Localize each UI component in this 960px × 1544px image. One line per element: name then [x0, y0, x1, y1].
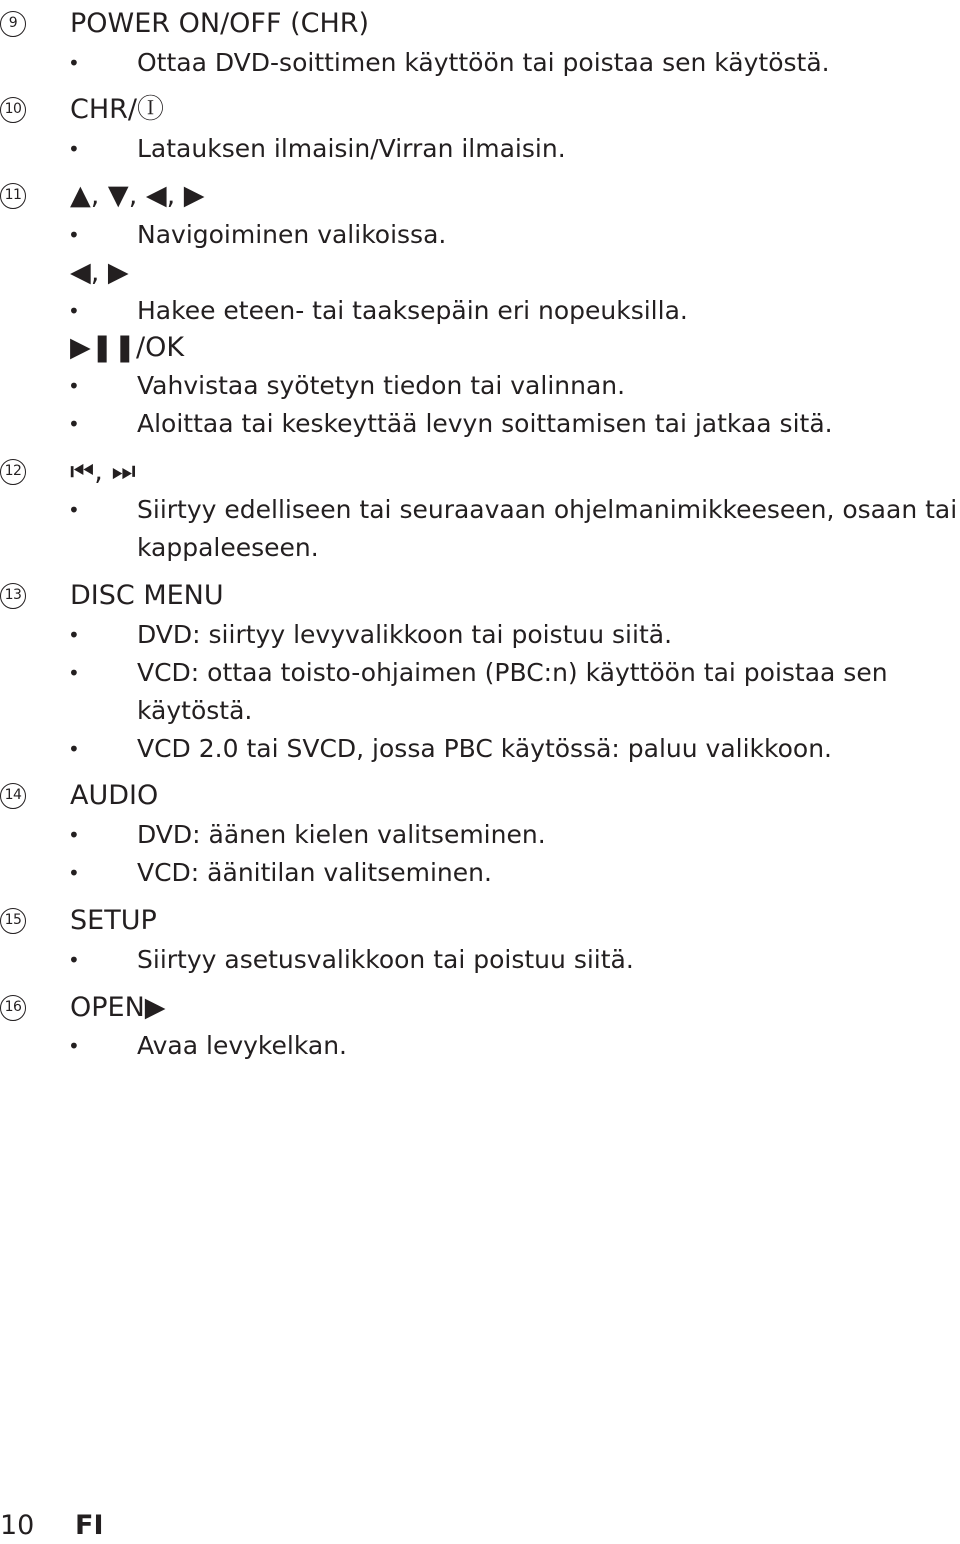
bullet: • [68, 223, 80, 247]
item-number: 14 [0, 783, 26, 809]
bullet-text: VCD: äänitilan valitseminen. [137, 858, 492, 887]
bullet: • [68, 51, 80, 75]
bullet-text: käytöstä. [137, 696, 253, 725]
bullet: • [68, 737, 80, 761]
item-number: 11 [0, 183, 26, 209]
bullet: • [68, 137, 80, 161]
item-number: 12 [0, 459, 26, 485]
bullet-text: Ottaa DVD-soittimen käyttöön tai poistaa sen käytöstä. [137, 48, 830, 77]
bullet-text: Siirtyy edelliseen tai seuraavaan ohjelmanimikkeeseen, osaan tai [137, 495, 958, 524]
bullet-text: VCD: ottaa toisto-ohjaimen (PBC:n) käyttöön tai poistaa sen [137, 658, 888, 687]
bullet: • [68, 1034, 80, 1058]
item-number: 10 [0, 97, 26, 123]
bullet-text: DVD: siirtyy levyvalikkoon tai poistuu siitä. [137, 620, 673, 649]
item-number: 9 [0, 11, 26, 37]
section-title: DISC MENU [70, 580, 224, 611]
bullet: • [68, 823, 80, 847]
bullet: • [68, 661, 80, 685]
bullet: • [68, 861, 80, 885]
bullet: • [68, 374, 80, 398]
language-code: FI [75, 1510, 104, 1541]
bullet-text: Aloittaa tai keskeyttää levyn soittamisen tai jatkaa sitä. [137, 409, 833, 438]
bullet: • [68, 299, 80, 323]
bullet-text: Hakee eteen- tai taaksepäin eri nopeuksilla. [137, 296, 688, 325]
section-title: ▲, ▼, ◀, ▶ [70, 180, 205, 211]
bullet-text: Siirtyy asetusvalikkoon tai poistuu siitä. [137, 945, 634, 974]
bullet: • [68, 412, 80, 436]
section-title: CHR/Ⓘ [70, 94, 165, 125]
bullet: • [68, 498, 80, 522]
bullet-text: Navigoiminen valikoissa. [137, 220, 447, 249]
bullet: • [68, 623, 80, 647]
sub-title: ◀, ▶ [70, 257, 129, 288]
section-title: SETUP [70, 905, 157, 936]
section-title: AUDIO [70, 780, 159, 811]
sub-title: ▶❚❚/OK [70, 332, 185, 363]
section-title: ⏮, ⏭ [70, 456, 136, 487]
bullet-text: Vahvistaa syötetyn tiedon tai valinnan. [137, 371, 626, 400]
bullet-text: Latauksen ilmaisin/Virran ilmaisin. [137, 134, 566, 163]
bullet-text: kappaleeseen. [137, 533, 319, 562]
item-number: 15 [0, 908, 26, 934]
section-title: OPEN▶ [70, 992, 166, 1023]
bullet-text: Avaa levykelkan. [137, 1031, 347, 1060]
page-number: 10 [0, 1510, 35, 1541]
item-number: 16 [0, 995, 26, 1021]
section-title: POWER ON/OFF (CHR) [70, 8, 370, 39]
bullet-text: DVD: äänen kielen valitseminen. [137, 820, 546, 849]
bullet: • [68, 948, 80, 972]
bullet-text: VCD 2.0 tai SVCD, jossa PBC käytössä: paluu valikkoon. [137, 734, 833, 763]
item-number: 13 [0, 583, 26, 609]
